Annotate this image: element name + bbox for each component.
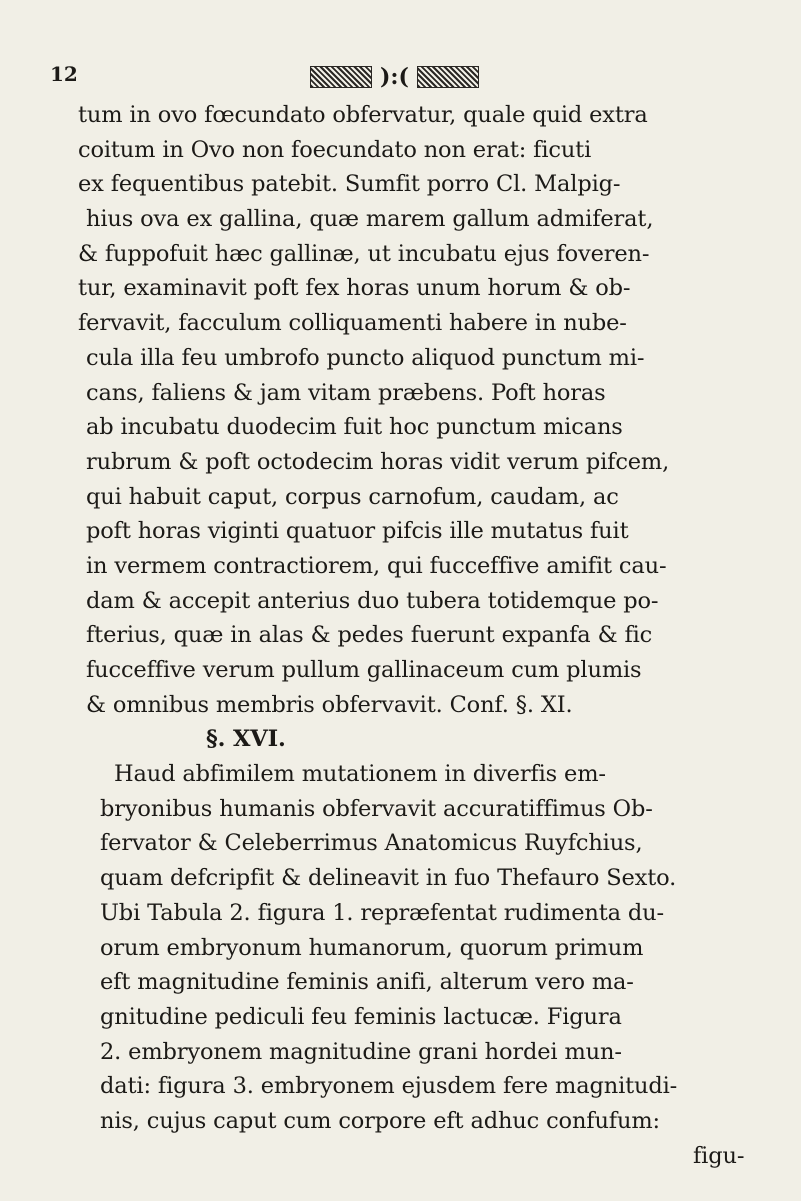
text-line: nis, cujus caput cum corpore eft adhuc confufum:: [100, 1107, 660, 1134]
header-ornament: [310, 66, 479, 88]
text-line: ex fequentibus patebit. Sumfit porro Cl. Malpig-: [78, 171, 621, 198]
text-line: in vermem contractiorem, qui fucceffive amifit cau-: [86, 552, 667, 579]
section-heading: §. XVI.: [206, 726, 286, 753]
text-line: cula illa feu umbrofo puncto aliquod punctum mi-: [86, 344, 645, 371]
text-line: fucceffive verum pullum gallinaceum cum plumis: [86, 657, 642, 683]
ornament-mark: ):(: [380, 64, 409, 90]
text-line: poft horas viginti quatuor pifcis ille mutatus fuit: [86, 518, 629, 545]
text-line: & omnibus membris obfervavit. Conf. §. XI.: [86, 691, 573, 718]
text-line: orum embryonum humanorum, quorum primum: [100, 934, 644, 961]
ornament-left-block: [310, 66, 372, 88]
text-line: cans, faliens & jam vitam præbens. Poft horas: [86, 379, 606, 406]
body-text: [78, 98, 778, 1173]
text-line: bryonibus humanis obfervavit accuratiffimus Ob-: [100, 795, 653, 822]
text-line: ab incubatu duodecim fuit hoc punctum micans: [86, 414, 623, 441]
ornament-right-block: [417, 66, 479, 88]
text-line: 2. embryonem magnitudine grani hordei mun-: [100, 1038, 622, 1065]
text-line: fervavit, facculum colliquamenti habere in nube-: [78, 310, 627, 337]
text-line: qui habuit caput, corpus carnofum, caudam, ac: [86, 483, 619, 510]
text-line: Ubi Tabula 2. figura 1. repræfentat rudimenta du-: [100, 899, 664, 926]
text-line: rubrum & poft octodecim horas vidit verum pifcem,: [86, 448, 670, 475]
text-line: & fuppofuit hæc gallinæ, ut incubatu ejus foveren-: [78, 240, 650, 267]
text-line: gnitudine pediculi feu feminis lactucæ. Figura: [100, 1003, 622, 1030]
page-header: [50, 62, 771, 94]
text-line: fervator & Celeberrimus Anatomicus Ruyfchius,: [100, 830, 643, 857]
text-line: dati: figura 3. embryonem ejusdem fere magnitudi-: [100, 1073, 678, 1100]
text-line: dam & accepit anterius duo tubera totidemque po-: [86, 587, 659, 614]
text-line: coitum in Ovo non foecundato non erat: ficuti: [78, 136, 592, 163]
text-line: fterius, quæ in alas & pedes fuerunt expanfa & fic: [86, 622, 653, 649]
catchword: figu-: [693, 1142, 745, 1169]
text-line: quam defcripfit & delineavit in fuo Thefauro Sexto.: [100, 865, 677, 892]
paragraph-first-line: Haud abfimilem mutationem in diverfis em-: [114, 761, 606, 788]
page-number: 12: [50, 62, 78, 86]
text-line: tum in ovo fœcundato obfervatur, quale quid extra: [78, 102, 648, 128]
text-line: eft magnitudine feminis anifi, alterum vero ma-: [100, 969, 634, 996]
text-line: hius ova ex gallina, quæ marem gallum admiferat,: [86, 206, 654, 233]
text-line: tur, examinavit poft fex horas unum horum & ob-: [78, 275, 631, 302]
